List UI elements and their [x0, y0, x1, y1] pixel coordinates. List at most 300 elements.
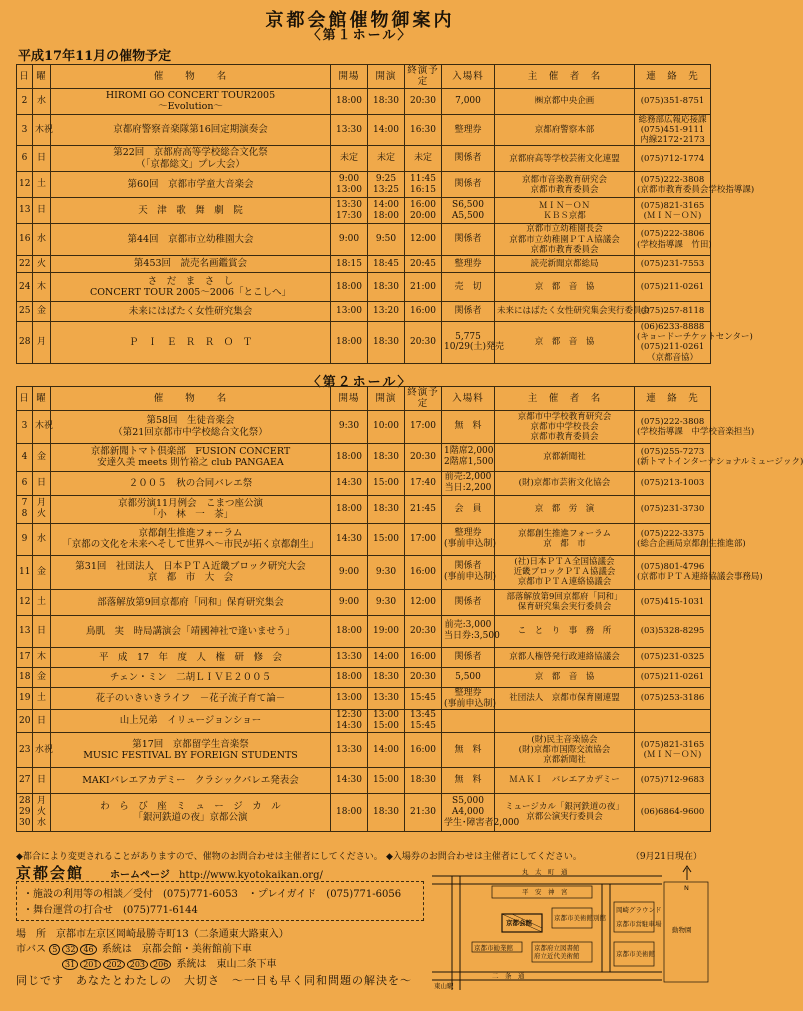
- cell-fee: 5,500: [442, 667, 495, 687]
- map-label-heian: 平 安 神 宮: [522, 888, 568, 896]
- cell-organizer: 部落解放第9回京都府「同和」 保育研究集会実行委員会: [495, 589, 635, 615]
- cell-fee: 整理券 (事前申込制): [442, 523, 495, 555]
- cell-organizer: 京 都 音 協: [495, 667, 635, 687]
- address: 場 所 京都市左京区岡崎最勝寺町13（二条通東大路東入）: [16, 929, 289, 940]
- cell-fee: 1階席2,000 2階席1,500: [442, 443, 495, 471]
- cell-start: 14:00: [368, 647, 405, 667]
- cell-day: 25: [17, 301, 33, 321]
- cell-contact: (075)253-3186: [635, 687, 711, 710]
- cell-fee: 前売:2,000 当日:2,200: [442, 471, 495, 495]
- hall1-schedule-table: [16, 64, 755, 364]
- cell-event: 第60回 京都市学童大音楽会: [51, 172, 331, 198]
- bus-route-number: 5: [49, 944, 60, 955]
- cell-start: 13:30: [368, 687, 405, 710]
- hall2-row: [17, 793, 711, 831]
- cell-weekday: 日: [33, 146, 51, 172]
- cell-weekday: 日: [33, 710, 51, 733]
- homepage-link[interactable]: http://www.kyotokaikan.org/: [179, 870, 323, 881]
- cell-start: 9:25 13:25: [368, 172, 405, 198]
- cell-contact: (075)213-1003: [635, 471, 711, 495]
- cell-open: 18:00: [331, 793, 368, 831]
- hall1-row: [17, 146, 711, 172]
- cell-contact: (075)821-3165 (ＭＩＮ－ＯＮ): [635, 732, 711, 767]
- bus1-routes: [49, 944, 98, 955]
- cell-end: 17:40: [405, 471, 442, 495]
- cell-fee: 関係者: [442, 224, 495, 256]
- map-label-zoo: 動物園: [672, 926, 692, 934]
- bus-route-number: 32: [62, 944, 78, 955]
- cell-fee: 整理券 (事前申込制): [442, 687, 495, 710]
- cell-weekday: 金: [33, 555, 51, 589]
- bus-label: 市バス: [16, 944, 46, 955]
- cell-end: 16:00 20:00: [405, 198, 442, 224]
- cell-end: 11:45 16:15: [405, 172, 442, 198]
- cell-organizer: (社)日本ＰＴＡ全国協議会 近畿ブロックＰＴＡ協議会 京都市ＰＴＡ連絡協議会: [495, 555, 635, 589]
- cell-event: 京都新聞トマト倶楽部 FUSION CONCERT 安達久美 meets 則竹裕之 club PANGAEA: [51, 443, 331, 471]
- cell-weekday: 土: [33, 172, 51, 198]
- cell-open: 18:00: [331, 88, 368, 114]
- bus-route-number: 201: [80, 959, 101, 970]
- cell-day: 9: [17, 523, 33, 555]
- bus-info-2: [62, 955, 277, 970]
- cell-contact: (075)255-7273 (新トマトインターナショナルミュージック): [635, 443, 711, 471]
- hall2-row: [17, 615, 711, 647]
- cell-day: 13: [17, 615, 33, 647]
- cell-contact: (075)211-0261: [635, 667, 711, 687]
- cell-open: 18:00: [331, 443, 368, 471]
- cell-day: 12: [17, 589, 33, 615]
- cell-event: 未来にはばたく女性研究集会: [51, 301, 331, 321]
- col-header-event: 催 物 名: [51, 65, 331, 89]
- cell-start: 13:00 15:00: [368, 710, 405, 733]
- cell-contact: (075)211-0261: [635, 272, 711, 301]
- cell-day: 11: [17, 555, 33, 589]
- cell-fee: 関係者: [442, 647, 495, 667]
- cell-end: 20:30: [405, 667, 442, 687]
- cell-start: 13:20: [368, 301, 405, 321]
- cell-start: 10:00: [368, 410, 405, 443]
- cell-day: 16: [17, 224, 33, 256]
- cell-open: 9:00: [331, 555, 368, 589]
- cell-start: 9:30: [368, 589, 405, 615]
- cell-weekday: 土: [33, 687, 51, 710]
- cell-weekday: 日: [33, 471, 51, 495]
- cell-weekday: 月: [33, 321, 51, 363]
- cell-event: ２００５ 秋の合同バレエ祭: [51, 471, 331, 495]
- cell-contact: (075)712-9683: [635, 767, 711, 793]
- cell-end: 17:00: [405, 410, 442, 443]
- cell-organizer: 京都市立幼稚園長会 京都市立幼稚園ＰＴＡ協議会 京都市教育委員会: [495, 224, 635, 256]
- cell-day: 6: [17, 146, 33, 172]
- cell-day: 28 29 30: [17, 793, 33, 831]
- cell-weekday: 日: [33, 767, 51, 793]
- cell-organizer: 京 都 音 協: [495, 321, 635, 363]
- cell-weekday: 水祝: [33, 732, 51, 767]
- hall2-row: [17, 523, 711, 555]
- cell-organizer: 京都府高等学校芸術文化連盟: [495, 146, 635, 172]
- col-header-open: 開場: [331, 65, 368, 89]
- cell-event: 京都労演11月例会 こまつ座公演 「小 林 一 茶」: [51, 495, 331, 523]
- col-header-weekday: 曜: [33, 387, 51, 411]
- col-header-fee: 入場料: [442, 65, 495, 89]
- hall1-row: [17, 321, 711, 363]
- hall2-row: [17, 471, 711, 495]
- cell-start: 18:45: [368, 255, 405, 272]
- cell-event: 京都府警察音楽隊第16回定期演奏会: [51, 114, 331, 146]
- col-header-day: 日: [17, 387, 33, 411]
- col-header-contact: 連 絡 先: [635, 387, 711, 411]
- cell-day: 13: [17, 198, 33, 224]
- bus-route-number: 46: [80, 944, 96, 955]
- cell-day: 24: [17, 272, 33, 301]
- cell-fee: 無 料: [442, 732, 495, 767]
- col-header-organizer: 主 催 者 名: [495, 65, 635, 89]
- cell-open: 13:00: [331, 687, 368, 710]
- hall2-row: [17, 732, 711, 767]
- cell-weekday: 月 火: [33, 495, 51, 523]
- cell-end: 20:45: [405, 255, 442, 272]
- cell-fee: 整理券: [442, 255, 495, 272]
- bus-route-number: 31: [62, 959, 78, 970]
- cell-open: 13:30: [331, 114, 368, 146]
- cell-open: 18:15: [331, 255, 368, 272]
- map-label-parking: 京都市営駐車場: [616, 920, 662, 928]
- map-label-nijo: 二 条 通: [492, 972, 525, 980]
- homepage: [110, 866, 323, 881]
- hall2-schedule-table: [16, 386, 803, 832]
- col-header-event: 催 物 名: [51, 387, 331, 411]
- map-label-library: 京都府立図書館: [534, 944, 580, 952]
- cell-weekday: 水: [33, 224, 51, 256]
- map-north-label: N: [684, 884, 689, 892]
- cell-day: 3: [17, 410, 33, 443]
- cell-day: 7 8: [17, 495, 33, 523]
- cell-end: 20:30: [405, 443, 442, 471]
- cell-fee: 関係者: [442, 589, 495, 615]
- cell-weekday: 木: [33, 647, 51, 667]
- cell-day: 3: [17, 114, 33, 146]
- hall1-row: [17, 88, 711, 114]
- cell-open: 18:00: [331, 272, 368, 301]
- cell-open: 13:30: [331, 732, 368, 767]
- cell-contact: (075)222-3806 (学校指導課 竹田): [635, 224, 711, 256]
- cell-weekday: 土: [33, 589, 51, 615]
- hall1-row: [17, 272, 711, 301]
- cell-contact: (075)257-8118: [635, 301, 711, 321]
- hall2-row: [17, 589, 711, 615]
- cell-event: 第58回 生徒音楽会 （第21回京都市中学校総合文化祭）: [51, 410, 331, 443]
- col-header-weekday: 曜: [33, 65, 51, 89]
- bus-route-number: 203: [127, 959, 148, 970]
- cell-start: 15:00: [368, 471, 405, 495]
- cell-day: 22: [17, 255, 33, 272]
- cell-organizer: 京都人権啓発行政連絡協議会: [495, 647, 635, 667]
- map-label-higashiyama: 東山駅: [434, 982, 454, 990]
- cell-fee: 7,000: [442, 88, 495, 114]
- cell-fee: 前売:3,000 当日券:3,500: [442, 615, 495, 647]
- col-header-day: 日: [17, 65, 33, 89]
- note-date: （9月21日現在）: [630, 852, 702, 862]
- cell-open: 9:00 13:00: [331, 172, 368, 198]
- cell-day: 19: [17, 687, 33, 710]
- cell-day: 2: [17, 88, 33, 114]
- cell-start: 9:50: [368, 224, 405, 256]
- venue-name: 京都会館: [16, 864, 85, 882]
- notes: [16, 849, 710, 862]
- cell-open: 18:00: [331, 321, 368, 363]
- cell-organizer: ＭＡＫＩ バレエアカデミー: [495, 767, 635, 793]
- cell-open: 18:00: [331, 667, 368, 687]
- map-label-art-museum: 京都市美術館: [616, 950, 655, 958]
- cell-end: 20:30: [405, 615, 442, 647]
- cell-contact: (075)712-1774: [635, 146, 711, 172]
- cell-contact: (075)222-3808 (京都市教育委員会学校指導課): [635, 172, 711, 198]
- cell-open: 9:30: [331, 410, 368, 443]
- cell-contact: (075)231-3730: [635, 495, 711, 523]
- cell-end: 21:00: [405, 272, 442, 301]
- cell-start: 15:00: [368, 767, 405, 793]
- cell-organizer: (財)民主音楽協会 (財)京都市国際交流協会 京都新聞社: [495, 732, 635, 767]
- cell-day: 20: [17, 710, 33, 733]
- cell-organizer: ㈱京都中央企画: [495, 88, 635, 114]
- col-header-organizer: 主 催 者 名: [495, 387, 635, 411]
- cell-contact: (075)351-8751: [635, 88, 711, 114]
- cell-fee: 関係者: [442, 146, 495, 172]
- cell-event: 第22回 京都府高等学校総合文化祭 （「京都総文」プレ大会）: [51, 146, 331, 172]
- cell-weekday: 月 火 水: [33, 793, 51, 831]
- cell-organizer: [495, 710, 635, 733]
- cell-day: 4: [17, 443, 33, 471]
- cell-end: 12:00: [405, 224, 442, 256]
- cell-contact: (06)6233-8888 (キョードーチケットセンター) (075)211-0261 （京都音協）: [635, 321, 711, 363]
- cell-end: 17:00: [405, 523, 442, 555]
- cell-day: 6: [17, 471, 33, 495]
- cell-open: 未定: [331, 146, 368, 172]
- cell-event: MAKIバレエアカデミー クラシックバレエ発表会: [51, 767, 331, 793]
- cell-organizer: 京 都 労 演: [495, 495, 635, 523]
- cell-weekday: 水: [33, 88, 51, 114]
- cell-start: 未定: [368, 146, 405, 172]
- cell-start: 14:00: [368, 732, 405, 767]
- cell-start: 18:30: [368, 321, 405, 363]
- cell-event: 平 成 17 年 度 人 権 研 修 会: [51, 647, 331, 667]
- cell-start: 18:30: [368, 793, 405, 831]
- col-header-end: 終演予定: [405, 387, 442, 411]
- cell-weekday: 日: [33, 615, 51, 647]
- bus2-suffix: 系統は 東山二条下車: [176, 959, 277, 970]
- cell-open: 13:00: [331, 301, 368, 321]
- note-tickets: ◆入場券のお問合わせは主催者にしてください。: [386, 852, 582, 862]
- hall2-row: [17, 495, 711, 523]
- cell-contact: (075)222-3375 (総合企画局京都創生推進部): [635, 523, 711, 555]
- cell-start: 14:00: [368, 114, 405, 146]
- hall1-row: [17, 301, 711, 321]
- cell-organizer: (財)京都市芸術文化協会: [495, 471, 635, 495]
- cell-fee: 5,775 10/29(土)発売: [442, 321, 495, 363]
- cell-contact: (075)415-1031: [635, 589, 711, 615]
- cell-event: さ だ ま さ し CONCERT TOUR 2005～2006「とこしへ」: [51, 272, 331, 301]
- cell-contact: (075)231-7553: [635, 255, 711, 272]
- cell-fee: 関係者: [442, 301, 495, 321]
- cell-fee: 無 料: [442, 410, 495, 443]
- hall2-row: [17, 687, 711, 710]
- cell-fee: 会 員: [442, 495, 495, 523]
- cell-event: チェン・ミン 二胡ＬＩＶＥ２００５: [51, 667, 331, 687]
- cell-organizer: 読売新聞京都総局: [495, 255, 635, 272]
- cell-end: 12:00: [405, 589, 442, 615]
- cell-event: 天 津 歌 舞 劇 院: [51, 198, 331, 224]
- hall1-row: [17, 224, 711, 256]
- cell-organizer: ＭＩＮ－ＯＮ ＫＢＳ京都: [495, 198, 635, 224]
- hall2-row: [17, 710, 711, 733]
- cell-fee: S6,500 A5,500: [442, 198, 495, 224]
- cell-fee: 無 料: [442, 767, 495, 793]
- cell-end: 未定: [405, 146, 442, 172]
- map-label-kindai: 府立近代美術館: [534, 952, 580, 960]
- cell-organizer: 社団法人 京都市保育園連盟: [495, 687, 635, 710]
- slogan: 同じです あなたとわたしの 大切さ ～一日も早く同和問題の解決を～: [16, 974, 412, 987]
- cell-organizer: 未来にはばたく女性研究集会実行委員会: [495, 301, 635, 321]
- hall1-row: [17, 198, 711, 224]
- cell-event: 第17回 京都留学生音楽祭 MUSIC FESTIVAL BY FOREIGN STUDENTS: [51, 732, 331, 767]
- hall1-row: [17, 114, 711, 146]
- hall2-row: [17, 647, 711, 667]
- homepage-label: ホームページ: [110, 870, 170, 881]
- bus-info-1: [16, 940, 252, 955]
- cell-organizer: 京都創生推進フォーラム 京 都 市: [495, 523, 635, 555]
- hall2-row: [17, 410, 711, 443]
- cell-contact: [635, 710, 711, 733]
- cell-end: 16:00: [405, 732, 442, 767]
- cell-contact: (075)222-3808 (学校指導課 中学校音楽担当): [635, 410, 711, 443]
- col-header-end: 終演予定: [405, 65, 442, 89]
- cell-fee: 売 切: [442, 272, 495, 301]
- cell-weekday: 木祝: [33, 410, 51, 443]
- cell-event: 鳥肌 実 時局講演会「靖國神社で逢いませう」: [51, 615, 331, 647]
- cell-organizer: 京 都 音 協: [495, 272, 635, 301]
- cell-event: 花子のいきいきライフ －花子流子育て論－: [51, 687, 331, 710]
- cell-end: 21:45: [405, 495, 442, 523]
- cell-open: 14:30: [331, 471, 368, 495]
- cell-weekday: 金: [33, 301, 51, 321]
- cell-start: 19:00: [368, 615, 405, 647]
- cell-event: 山上兄弟 イリュージョンショー: [51, 710, 331, 733]
- cell-weekday: 火: [33, 255, 51, 272]
- cell-event: 第31回 社団法人 日本ＰＴＡ近畿ブロック研究大会 京 都 市 大 会: [51, 555, 331, 589]
- cell-open: 12:30 14:30: [331, 710, 368, 733]
- cell-start: 18:30: [368, 88, 405, 114]
- cell-contact: (075)231-0325: [635, 647, 711, 667]
- cell-end: 20:30: [405, 88, 442, 114]
- col-header-fee: 入場料: [442, 387, 495, 411]
- cell-organizer: 京都新聞社: [495, 443, 635, 471]
- cell-open: 18:00: [331, 495, 368, 523]
- cell-start: 9:30: [368, 555, 405, 589]
- cell-organizer: 京都市中学校教育研究会 京都市中学校長会 京都市教育委員会: [495, 410, 635, 443]
- map-label-kaikan: 京都会館: [506, 919, 532, 927]
- map-label-marutamachi: 丸 太 町 通: [522, 868, 568, 876]
- cell-weekday: 木: [33, 272, 51, 301]
- cell-organizer: 京都府警察本部: [495, 114, 635, 146]
- cell-open: 9:00: [331, 589, 368, 615]
- cell-fee: 関係者: [442, 172, 495, 198]
- cell-open: 14:30: [331, 523, 368, 555]
- cell-weekday: 日: [33, 198, 51, 224]
- bus-route-number: 202: [103, 959, 124, 970]
- hall2-row: [17, 443, 711, 471]
- cell-open: 9:00: [331, 224, 368, 256]
- cell-weekday: 金: [33, 443, 51, 471]
- cell-weekday: 水: [33, 523, 51, 555]
- note-change: ◆都合により変更されることがありますので、催物のお問合わせは主催者にしてください。: [16, 852, 383, 862]
- cell-contact: (075)801-4796 (京都市ＰＴＡ連絡協議会事務局): [635, 555, 711, 589]
- cell-event: HIROMI GO CONCERT TOUR2005 ～Evolution～: [51, 88, 331, 114]
- cell-start: 18:30: [368, 495, 405, 523]
- cell-end: 16:00: [405, 555, 442, 589]
- cell-event: 第453回 読売名画鑑賞会: [51, 255, 331, 272]
- cell-day: 27: [17, 767, 33, 793]
- cell-start: 18:30: [368, 443, 405, 471]
- cell-contact: 総務部広報応接課 (075)451-9111 内線2172･2173: [635, 114, 711, 146]
- cell-open: 13:30: [331, 647, 368, 667]
- cell-end: 13:45 15:45: [405, 710, 442, 733]
- cell-weekday: 木祝: [33, 114, 51, 146]
- map-label-okazaki: 岡崎グラウンド: [616, 906, 662, 914]
- cell-fee: [442, 710, 495, 733]
- cell-contact: (03)5328-8295: [635, 615, 711, 647]
- page-subtitle: 平成17年11月の催物予定: [18, 49, 172, 64]
- cell-organizer: ミュージカル「銀河鉄道の夜」 京都公演実行委員会: [495, 793, 635, 831]
- cell-fee: 整理券: [442, 114, 495, 146]
- cell-end: 21:30: [405, 793, 442, 831]
- cell-weekday: 金: [33, 667, 51, 687]
- contact-line-2: ・舞台運営の打合せ (075)771-6144: [23, 905, 198, 916]
- page-title: 京都会館催物御案内: [265, 10, 455, 31]
- contact-box: [16, 881, 424, 921]
- cell-event: 京都創生推進フォーラム 「京都の文化を未来へそして世界へ～市民が拓く京都創生」: [51, 523, 331, 555]
- cell-start: 18:30: [368, 667, 405, 687]
- hall1-row: [17, 255, 711, 272]
- cell-day: 17: [17, 647, 33, 667]
- hall1-header-row: [17, 65, 711, 89]
- map-label-bijutsukan-annex: 京都市美術館別館: [554, 914, 606, 922]
- col-header-contact: 連 絡 先: [635, 65, 711, 89]
- cell-open: 14:30: [331, 767, 368, 793]
- cell-contact: (06)6864-9600: [635, 793, 711, 831]
- cell-end: 16:00: [405, 301, 442, 321]
- cell-start: 18:30: [368, 272, 405, 301]
- cell-open: 18:00: [331, 615, 368, 647]
- bus1-suffix: 系統は 京都会館・美術館前下車: [101, 944, 252, 955]
- cell-day: 18: [17, 667, 33, 687]
- bus2-routes: [62, 959, 173, 970]
- hall2-heading: 〈第２ホール〉: [307, 375, 413, 390]
- hall1-row: [17, 172, 711, 198]
- cell-event: わ ら び 座 ミ ュ ー ジ カ ル 「銀河鉄道の夜」京都公演: [51, 793, 331, 831]
- col-header-start: 開演: [368, 387, 405, 411]
- cell-event: 部落解放第9回京都府「同和」保育研究集会: [51, 589, 331, 615]
- cell-day: 23: [17, 732, 33, 767]
- cell-contact: (075)821-3165 (ＭＩＮ－ＯＮ): [635, 198, 711, 224]
- cell-open: 13:30 17:30: [331, 198, 368, 224]
- hall2-row: [17, 555, 711, 589]
- cell-fee: S5,000 A4,000 学生･障害者2,000: [442, 793, 495, 831]
- hall1-heading: 〈第１ホール〉: [307, 28, 413, 43]
- cell-event: 第44回 京都市立幼稚園大会: [51, 224, 331, 256]
- cell-end: 18:30: [405, 767, 442, 793]
- cell-day: 28: [17, 321, 33, 363]
- bus-route-number: 206: [150, 959, 171, 970]
